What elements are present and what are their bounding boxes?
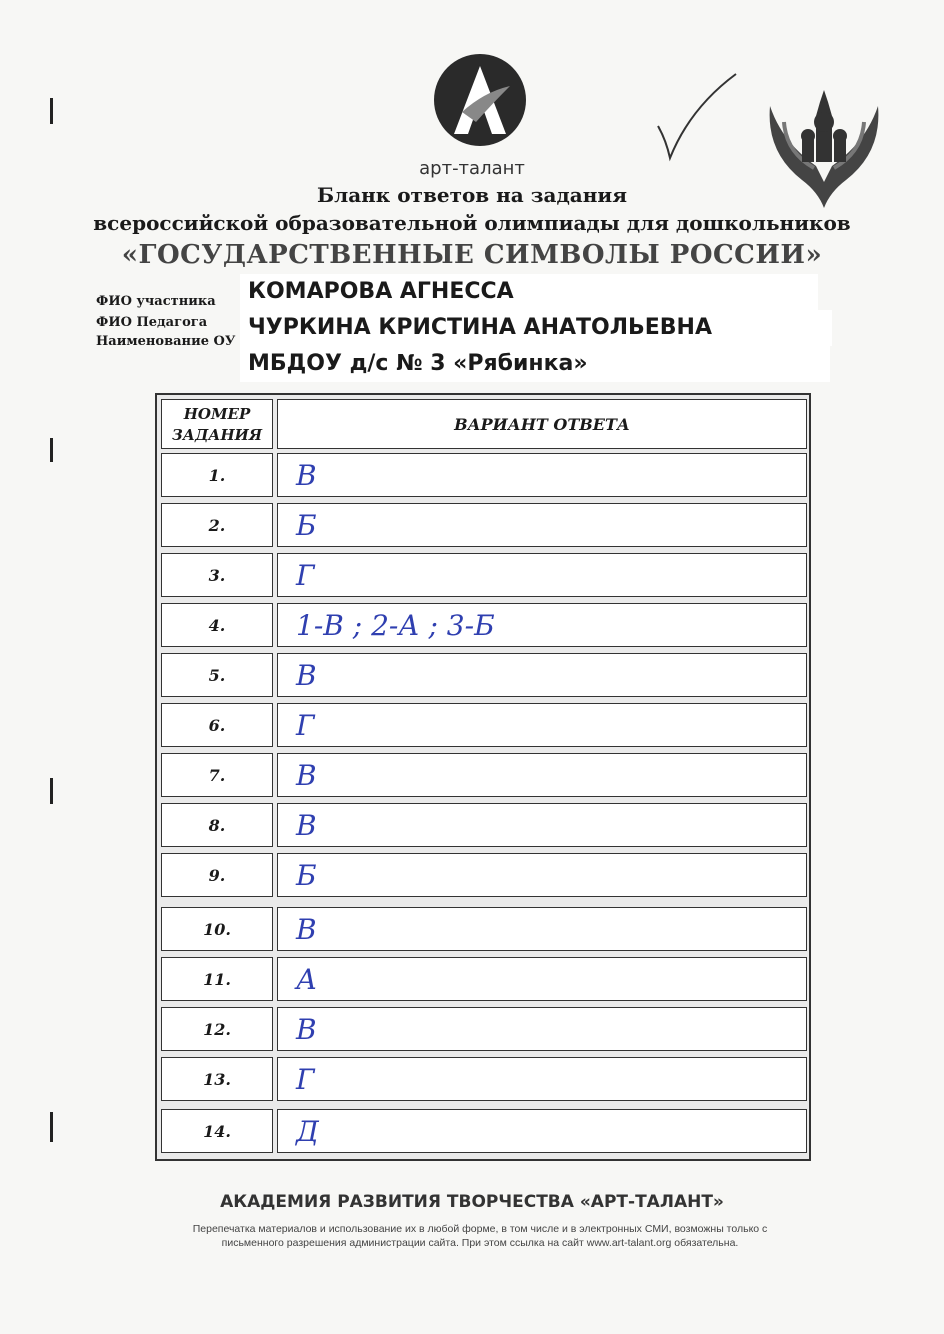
answer-cell[interactable]: Г	[277, 703, 807, 747]
table-row	[157, 703, 809, 747]
task-number: 13.	[161, 1057, 273, 1101]
answer-cell[interactable]: В	[277, 1007, 807, 1051]
table-row	[157, 453, 809, 497]
task-number: 7.	[161, 753, 273, 797]
org-field[interactable]: МБДОУ д/с № 3 «Рябинка»	[240, 346, 830, 382]
copyright-notice	[120, 1222, 840, 1250]
task-number: 5.	[161, 653, 273, 697]
participant-label: ФИО участника	[96, 294, 216, 309]
table-row	[157, 803, 809, 847]
column-header-number: НОМЕР ЗАДАНИЯ	[161, 399, 273, 449]
teacher-field[interactable]: ЧУРКИНА КРИСТИНА АНАТОЛЬЕВНА	[240, 310, 832, 346]
task-number: 1.	[161, 453, 273, 497]
binder-mark	[50, 98, 53, 124]
answer-cell[interactable]: А	[277, 957, 807, 1001]
table-row	[157, 653, 809, 697]
form-subtitle: всероссийской образовательной олимпиады для дошкольников	[93, 211, 851, 235]
olympiad-name: «ГОСУДАРСТВЕННЫЕ СИМВОЛЫ РОССИИ»	[121, 240, 823, 270]
table-row	[157, 1057, 809, 1101]
notice-line: письменного разрешения администрации сайта. При этом ссылка на сайт www.art-talant.org обязательна.	[221, 1237, 739, 1249]
task-number: 9.	[161, 853, 273, 897]
answer-cell[interactable]: Г	[277, 553, 807, 597]
task-number: 6.	[161, 703, 273, 747]
answer-cell[interactable]: В	[277, 453, 807, 497]
org-label: Наименование ОУ	[96, 334, 236, 349]
task-number: 14.	[161, 1109, 273, 1153]
table-row	[157, 503, 809, 547]
answer-cell[interactable]: В	[277, 803, 807, 847]
answer-cell[interactable]: Б	[277, 853, 807, 897]
task-number: 11.	[161, 957, 273, 1001]
table-row	[157, 753, 809, 797]
answer-cell[interactable]: Г	[277, 1057, 807, 1101]
notice-line: Перепечатка материалов и использование их в любой форме, в том числе и в электронных СМИ, возможны только с	[192, 1223, 768, 1235]
art-talant-logo-icon	[432, 52, 528, 148]
task-number: 10.	[161, 907, 273, 951]
answer-cell[interactable]: В	[277, 653, 807, 697]
column-header-answer: ВАРИАНТ ОТВЕТА	[277, 399, 807, 449]
answer-cell[interactable]: В	[277, 907, 807, 951]
teacher-label: ФИО Педагога	[96, 315, 208, 330]
task-number: 12.	[161, 1007, 273, 1051]
table-row	[157, 1109, 809, 1153]
task-number: 4.	[161, 603, 273, 647]
task-number: 8.	[161, 803, 273, 847]
table-row	[157, 957, 809, 1001]
table-row	[157, 603, 809, 647]
handwritten-check-mark	[650, 68, 740, 168]
brand-name: арт-талант	[419, 158, 525, 179]
table-row	[157, 1007, 809, 1051]
answer-cell[interactable]: 1-В ; 2-А ; 3-Б	[277, 603, 807, 647]
academy-name: АКАДЕМИЯ РАЗВИТИЯ ТВОРЧЕСТВА «АРТ-ТАЛАНТ»	[220, 1192, 724, 1212]
form-title: Бланк ответов на задания	[317, 183, 627, 207]
answer-cell[interactable]: Д	[277, 1109, 807, 1153]
answer-table	[155, 393, 811, 1161]
participant-field[interactable]: КОМАРОВА АГНЕССА	[240, 274, 818, 310]
answer-cell[interactable]: В	[277, 753, 807, 797]
table-row	[157, 553, 809, 597]
binder-mark	[50, 438, 53, 462]
binder-mark	[50, 778, 53, 804]
table-row	[157, 853, 809, 897]
task-number: 2.	[161, 503, 273, 547]
task-number: 3.	[161, 553, 273, 597]
answer-cell[interactable]: Б	[277, 503, 807, 547]
table-row	[157, 907, 809, 951]
binder-mark	[50, 1112, 53, 1142]
